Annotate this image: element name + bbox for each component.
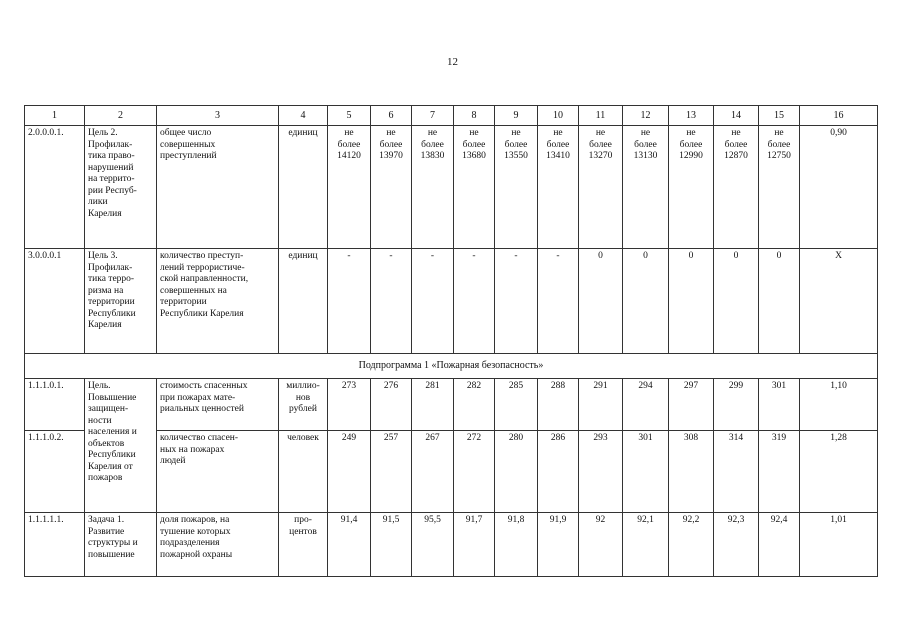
value-cell: 0 [714, 249, 759, 354]
header-cell: 14 [714, 106, 759, 126]
target-cell: X [800, 249, 878, 354]
target-cell: 0,90 [800, 126, 878, 249]
value-cell: - [371, 249, 412, 354]
header-cell: 13 [669, 106, 714, 126]
value-cell: 291 [579, 379, 623, 431]
value-cell: не более 12990 [669, 126, 714, 249]
header-cell: 12 [623, 106, 669, 126]
value-cell: не более 13130 [623, 126, 669, 249]
value-cell: 288 [538, 379, 579, 431]
table-row [25, 379, 878, 431]
value-cell: 91,5 [371, 513, 412, 577]
unit-cell: человек [279, 431, 328, 513]
goal-cell: Цель. Повышение защищен- ности населения и объектов Республики Карелия от пожаров [85, 379, 157, 513]
value-cell: 285 [495, 379, 538, 431]
value-cell: не более 12750 [759, 126, 800, 249]
row-code: 2.0.0.0.1. [25, 126, 85, 249]
value-cell: 267 [412, 431, 454, 513]
value-cell: не более 13970 [371, 126, 412, 249]
row-code: 3.0.0.0.1 [25, 249, 85, 354]
value-cell: 301 [759, 379, 800, 431]
header-cell: 3 [157, 106, 279, 126]
subprogram-title: Подпрограмма 1 «Пожарная безопасность» [25, 354, 878, 379]
value-cell: 92 [579, 513, 623, 577]
value-cell: не более 13830 [412, 126, 454, 249]
value-cell: не более 13270 [579, 126, 623, 249]
header-cell: 15 [759, 106, 800, 126]
indicators-table [24, 105, 878, 577]
header-cell: 1 [25, 106, 85, 126]
row-code: 1.1.1.1.1. [25, 513, 85, 577]
header-cell: 6 [371, 106, 412, 126]
goal-cell: Цель 2. Профилак- тика право- нарушений на террито- рии Респуб- лики Карелия [85, 126, 157, 249]
header-cell: 11 [579, 106, 623, 126]
header-cell: 16 [800, 106, 878, 126]
value-cell: 249 [328, 431, 371, 513]
value-cell: 92,4 [759, 513, 800, 577]
table-row [25, 249, 878, 354]
value-cell: 257 [371, 431, 412, 513]
indicator-cell: количество спасен- ных на пожарах людей [157, 431, 279, 513]
target-cell: 1,28 [800, 431, 878, 513]
value-cell: 308 [669, 431, 714, 513]
goal-cell: Цель 3. Профилак- тика терро- ризма на территории Республики Карелия [85, 249, 157, 354]
value-cell: 92,3 [714, 513, 759, 577]
value-cell: 282 [454, 379, 495, 431]
value-cell: не более 13410 [538, 126, 579, 249]
goal-cell: Задача 1. Развитие структуры и повышение [85, 513, 157, 577]
unit-cell: единиц [279, 249, 328, 354]
value-cell: не более 13680 [454, 126, 495, 249]
indicator-cell: стоимость спасенных при пожарах мате- риальных ценностей [157, 379, 279, 431]
value-cell: 293 [579, 431, 623, 513]
value-cell: не более 14120 [328, 126, 371, 249]
value-cell: 0 [759, 249, 800, 354]
value-cell: 273 [328, 379, 371, 431]
value-cell: 91,9 [538, 513, 579, 577]
value-cell: 0 [669, 249, 714, 354]
unit-cell: про- центов [279, 513, 328, 577]
header-cell: 5 [328, 106, 371, 126]
header-cell: 4 [279, 106, 328, 126]
table-row [25, 126, 878, 249]
value-cell: 280 [495, 431, 538, 513]
value-cell: 299 [714, 379, 759, 431]
value-cell: 301 [623, 431, 669, 513]
value-cell: - [412, 249, 454, 354]
value-cell: не более 13550 [495, 126, 538, 249]
value-cell: 294 [623, 379, 669, 431]
unit-cell: единиц [279, 126, 328, 249]
value-cell: 319 [759, 431, 800, 513]
value-cell: - [538, 249, 579, 354]
header-cell: 2 [85, 106, 157, 126]
value-cell: 272 [454, 431, 495, 513]
header-cell: 9 [495, 106, 538, 126]
unit-cell: миллио- нов рублей [279, 379, 328, 431]
value-cell: не более 12870 [714, 126, 759, 249]
page-number: 12 [447, 56, 458, 68]
value-cell: 92,2 [669, 513, 714, 577]
table-row [25, 513, 878, 577]
value-cell: - [454, 249, 495, 354]
subprogram-row [25, 354, 878, 379]
value-cell: 314 [714, 431, 759, 513]
value-cell: - [495, 249, 538, 354]
row-code: 1.1.1.0.1. [25, 379, 85, 431]
value-cell: 297 [669, 379, 714, 431]
indicator-cell: количество преступ- лений террористиче- ской направленности, совершенных на территории Республики Карелия [157, 249, 279, 354]
target-cell: 1,01 [800, 513, 878, 577]
value-cell: 0 [623, 249, 669, 354]
value-cell: 95,5 [412, 513, 454, 577]
header-cell: 10 [538, 106, 579, 126]
value-cell: 281 [412, 379, 454, 431]
indicator-cell: общее число совершенных преступлений [157, 126, 279, 249]
value-cell: 91,8 [495, 513, 538, 577]
header-cell: 7 [412, 106, 454, 126]
value-cell: - [328, 249, 371, 354]
value-cell: 0 [579, 249, 623, 354]
header-cell: 8 [454, 106, 495, 126]
row-code: 1.1.1.0.2. [25, 431, 85, 513]
value-cell: 286 [538, 431, 579, 513]
value-cell: 276 [371, 379, 412, 431]
indicator-cell: доля пожаров, на тушение которых подразделения пожарной охраны [157, 513, 279, 577]
value-cell: 91,7 [454, 513, 495, 577]
column-numbers-row [25, 106, 878, 126]
value-cell: 91,4 [328, 513, 371, 577]
value-cell: 92,1 [623, 513, 669, 577]
target-cell: 1,10 [800, 379, 878, 431]
